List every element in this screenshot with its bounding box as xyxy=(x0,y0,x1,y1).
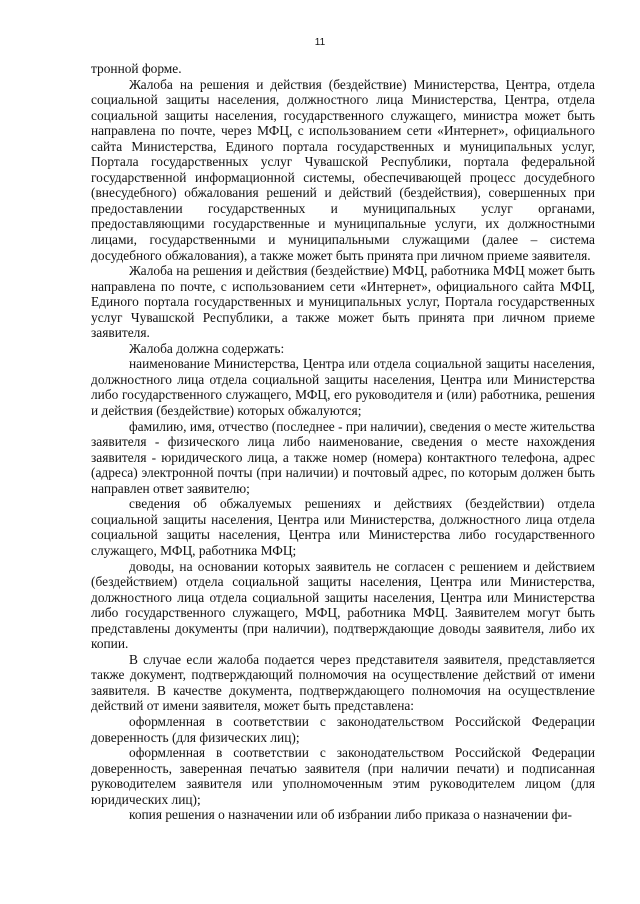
paragraph: оформленная в соответствии с законодательством Российской Федерации доверенность (для физических лиц); xyxy=(91,713,595,745)
paragraph: тронной форме. xyxy=(91,61,182,76)
paragraph: Жалоба должна содержать: xyxy=(129,340,285,356)
paragraph: наименование Министерства, Центра или отдела социальной защиты населения, должностного лица отдела социальной защиты населения, Центра или Министерства либо государственного служащего, МФЦ, его руководителя и (или) работника, решения и действия (бездействие) которых обжалуются; xyxy=(91,356,595,419)
paragraph: Жалоба на решения и действия (бездействие) Министерства, Центра, отдела социальной защиты населения, должностного лица Министерства, Центра, отдела социальной защиты населения, государственного служащего, министра может быть направлена по почте, через МФЦ, с использованием сети «Интернет», официального сайта Министерства, Единого портала государственных и муниципальных услуг, Портала государственных услуг Чувашской Республики, портала федеральной государственной информационной системы, обеспечивающей процесс досудебного (внесудебного) обжалования решений и действий (бездействия), совершенных при предоставлении государственных и муниципальных услуг органами, предоставляющими государственные и муниципальные услуги, их должностными лицами, государственными и муниципальными служащими (далее – система досудебного обжалования), а также может быть принята при личном приеме заявителя. xyxy=(91,76,595,263)
document-body xyxy=(91,61,595,823)
paragraph: доводы, на основании которых заявитель не согласен с решением и действием (бездействием) отдела социальной защиты населения, Центра или Министерства, должностного лица отдела социальной защиты населения, Центра или Министерства либо государственного служащего, МФЦ, работника МФЦ. Заявителем могут быть представлены документы (при наличии), подтверждающие доводы заявителя, либо их копии. xyxy=(91,558,595,652)
paragraph: сведения об обжалуемых решениях и действиях (бездействии) отдела социальной защиты населения, Центра или Министерства, должностного лица отдела социальной защиты населения, Центра или Министерства либо государственного служащего, МФЦ, работника МФЦ; xyxy=(91,496,595,558)
paragraph: копия решения о назначении или об избрании либо приказа о назначении фи- xyxy=(129,807,573,823)
paragraph: фамилию, имя, отчество (последнее - при наличии), сведения о месте жительства заявителя - физического лица либо наименование, сведения о месте нахождения заявителя - юридического лица, а также номер (номера) контактного телефона, адрес (адреса) электронной почты (при наличии) и почтовый адрес, по которым должен быть направлен ответ заявителю; xyxy=(91,418,595,496)
page-number: 11 xyxy=(314,37,326,48)
paragraph: В случае если жалоба подается через представителя заявителя, представляется также документ, подтверждающий полномочия на осуществление действий от имени заявителя. В качестве документа, подтверждающего полномочия на осуществление действий от имени заявителя, может быть представлена: xyxy=(91,651,595,714)
paragraph: оформленная в соответствии с законодательством Российской Федерации доверенность, заверенная печатью заявителя (при наличии печати) и подписанная руководителем заявителя или уполномоченным этим руководителем лицом (для юридических лиц); xyxy=(91,745,595,807)
paragraph: Жалоба на решения и действия (бездействие) МФЦ, работника МФЦ может быть направлена по почте, с использованием сети «Интернет», официального сайта МФЦ, Единого портала государственных и муниципальных услуг, Портала государственных услуг Чувашской Республики, а также может быть принята при личном приеме заявителя. xyxy=(91,263,595,341)
